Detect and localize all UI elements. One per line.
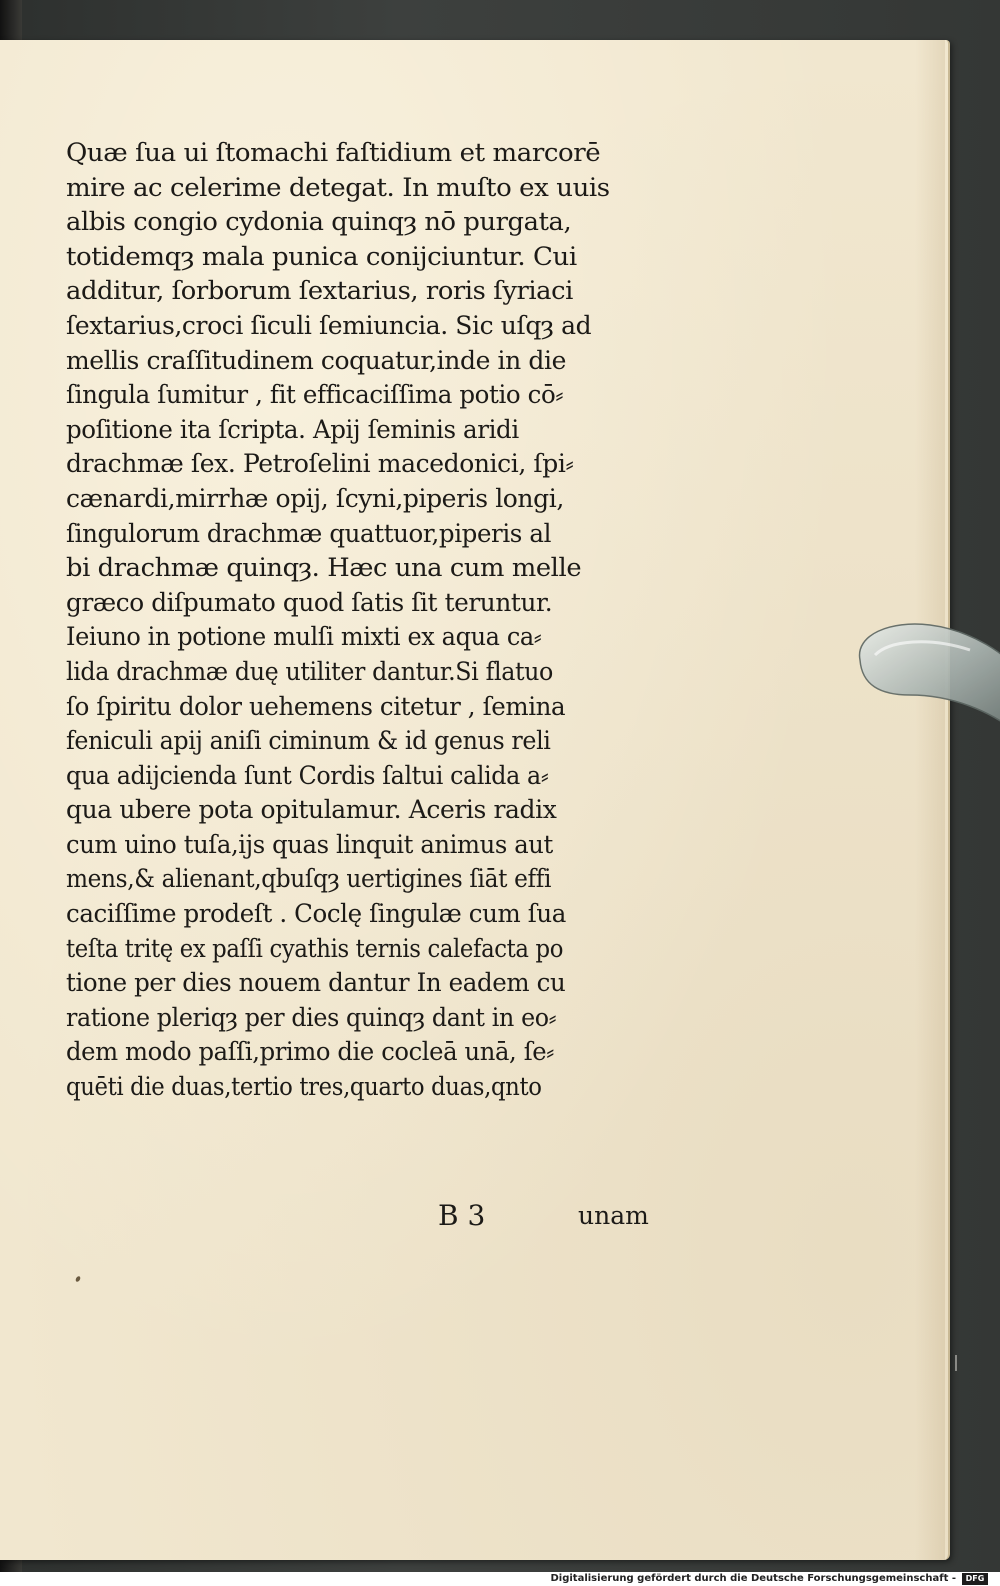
page-edge-mark — [955, 1355, 957, 1371]
text-line: caciſſime prodeſt . Coclę ſingulæ cum ſua — [66, 899, 567, 929]
text-line: quēti die duas,tertio tres,quarto duas,qnto — [66, 1072, 542, 1102]
text-line: lida drachmæ duę utiliter dantur.Si flatuo — [66, 656, 553, 686]
text-line: dem modo paſſi,primo die cocleā unā, ſe⸗ — [66, 1037, 554, 1067]
dfg-logo: DFG — [962, 1573, 988, 1585]
text-line: tione per dies nouem dantur In eadem cu — [66, 968, 566, 998]
text-line: bi drachmæ quinqȝ. Hæc una cum melle — [66, 553, 582, 583]
text-line: græco diſpumato quod ſatis ſit teruntur. — [66, 587, 553, 617]
text-line: albis congio cydonia quinqȝ nō purgata, — [66, 207, 572, 237]
text-line: totidemqȝ mala punica conijciuntur. Cui — [66, 241, 577, 271]
text-line: qua ubere pota opitulamur. Aceris radix — [66, 795, 557, 825]
text-line: ſextarius,croci ſiculi ſemiuncia. Sic uſqȝ ad — [66, 310, 592, 340]
text-line: ſingula ſumitur , fit efficaciſſima potio cō⸗ — [66, 380, 564, 410]
text-line: feniculi apij aniſi ciminum & id genus reli — [66, 726, 551, 756]
text-line: mens,& alienant,qbuſqȝ uertigines ſiāt effi — [66, 864, 552, 894]
text-line: teſta tritę ex paſſi cyathis ternis calefacta po — [66, 933, 564, 963]
text-line: Ieiuno in potione mulſi mixti ex aqua ca⸗ — [66, 622, 542, 652]
text-line: mellis craſſitudinem coquatur,inde in die — [66, 345, 566, 375]
text-line: drachmæ ſex. Petroſelini macedonici, ſpi⸗ — [66, 449, 574, 479]
digitization-credit: Digitalisierung gefördert durch die Deutsche Forschungsgemeinschaft - — [550, 1573, 956, 1584]
catchword: unam — [578, 1201, 649, 1230]
text-line: ratione pleriqȝ per dies quinqȝ dant in eo⸗ — [66, 1002, 557, 1032]
text-line: Quæ ſua ui ſtomachi faſtidium et marcorē — [66, 138, 601, 167]
text-line: cum uino tuſa,ijs quas linquit animus aut — [66, 829, 553, 859]
page-edge-shading — [915, 40, 945, 1560]
text-line: cænardi,mirrhæ opij, ſcyni,piperis longi, — [66, 483, 564, 513]
page-text-block — [66, 136, 666, 1105]
text-line: additur, ſorborum ſextarius, roris ſyriaci — [66, 276, 573, 306]
text-line: ſo ſpiritu dolor uehemens citetur , ſemina — [66, 691, 566, 721]
text-line: poſitione ita ſcripta. Apij ſeminis aridi — [66, 414, 519, 444]
text-line: mire ac celerime detegat. In muſto ex uuis — [66, 172, 610, 202]
text-line: ſingulorum drachmæ quattuor,piperis al — [66, 518, 552, 548]
glass-page-weight — [850, 615, 1000, 735]
signature-mark: B 3 — [438, 1199, 486, 1232]
text-line: qua adijcienda ſunt Cordis ſaltui calida a⸗ — [66, 760, 549, 790]
